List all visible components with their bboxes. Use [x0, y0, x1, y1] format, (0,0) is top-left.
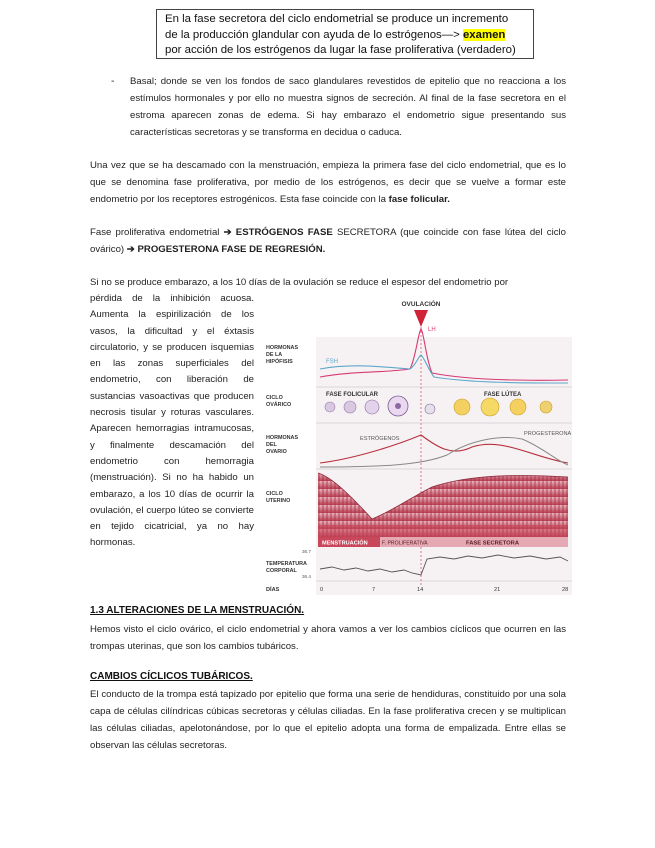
fase-folicular-label: FASE FOLICULAR: [326, 392, 378, 398]
ciclo-uterino-label-1: CICLO: [266, 491, 283, 497]
temperatura-label-1: TEMPERATURA: [266, 561, 307, 567]
p1-bold: fase folicular.: [388, 194, 450, 205]
hormonas-hipofisis-label-1: HORMONAS: [266, 345, 299, 351]
follicle-icon: [325, 402, 335, 412]
paragraph-hormonas-fases: [90, 224, 566, 258]
day-tick-14: 14: [417, 587, 424, 593]
hormonas-hipofisis-label-3: HIPÓFISIS: [266, 359, 293, 365]
bullet-dash: -: [111, 76, 115, 87]
ovulation-label: OVULACIÓN: [401, 301, 441, 308]
menstruacion-label: MENSTRUACIÓN: [322, 540, 368, 547]
paragraph-fase-proliferativa: [90, 157, 566, 208]
hormonas-hipofisis-label-2: DE LA: [266, 352, 283, 358]
day-tick-0: 0: [320, 587, 324, 593]
paragraph-no-embarazo-intro: Si no se produce embarazo, a los 10 días de la ovulación se reduce el espesor del endometrio por: [90, 277, 509, 288]
highlight-note-box: [156, 9, 534, 59]
dias-label: DÍAS: [266, 587, 280, 593]
day-tick-21: 21: [494, 587, 501, 593]
section-1-3-paragraph: Hemos visto el ciclo ovárico, el ciclo endometrial y ahora vamos a ver los cambios cíclicos que ocurren en las trompas uterinas, que son los cambios tubáricos.: [90, 624, 566, 652]
bullet-basal-paragraph: Basal; donde se ven los fondos de saco glandulares revestidos de epitelio que no reacciona a los estímulos hormonales y por ello no muestra signos de secreción. Al final de la fase secretora en el estroma aparecen zonas de edema. Si hay embarazo el endometrio sigue presentando sus características secretoras y se transforma en decidua o caduca.: [130, 76, 566, 138]
tubal-changes-paragraph: El conducto de la trompa está tapizado por epitelio que forma una serie de hendiduras, constituido por una sola capa de células cilíndricas cúbicas secretoras y células ciliadas. En la fase proliferativa crecen y se multiplican las células ciliadas, apelotonándose, por lo que el epitelio adopta una forma de empalizada. Entre ellas se observan las células secretoras.: [90, 689, 566, 751]
fsh-label: FSH: [326, 359, 338, 365]
ciclo-ovarico-label-2: OVÁRICO: [266, 402, 292, 408]
estrogenos-label: ESTRÓGENOS: [360, 436, 400, 442]
note-line-3: por acción de los estrógenos da lugar la fase proliferativa (verdadero): [165, 44, 516, 56]
corpus-luteum-icon: [510, 399, 526, 415]
examen-highlight: examen: [462, 28, 506, 41]
uterine-phase-bar: [318, 537, 568, 547]
p2-c: SECRETORA (que coincide con fase lútea del ciclo ovárico): [90, 227, 566, 255]
ciclo-ovarico-label-1: CICLO: [266, 395, 283, 401]
paragraph-no-embarazo-body: pérdida de la inhibición acuosa. Aumenta la espirilización de los vasos, la dificultad y el éxtasis circulatorio, y se producen isquemias en las zonas superficiales del endometrio, con liberación de sustancias vasoactivas que producen necrosis tisular y roturas vasculares. Aparecen hemorragias intramucosas, y finalmente descamación del endometrio con hemorragia (menstruación). Si no ha habido un embarazo, a los 10 días de ocurrir la ovulación, el cuerpo lúteo se convierte en tejido cicatricial, ya no hay hormonas.: [90, 293, 254, 549]
fase-secretora-label: FASE SECRETORA: [466, 540, 520, 547]
tubal-changes-heading: CAMBIOS CÍCLICOS TUBÁRICOS.: [90, 671, 253, 682]
lh-label: LH: [428, 327, 436, 333]
corpus-albicans-icon: [540, 401, 552, 413]
hormonas-ovario-label-2: DEL: [266, 442, 277, 448]
p2-a: Fase proliferativa endometrial: [90, 227, 224, 238]
follicle-icon: [344, 401, 356, 413]
hormonas-ovario-label-3: OVARIO: [266, 449, 287, 455]
day-tick-7: 7: [372, 587, 376, 593]
f-proliferativa-label: F. PROLIFERATIVA: [382, 540, 428, 547]
section-1-3-heading: 1.3 ALTERACIONES DE LA MENSTRUACIÓN.: [90, 605, 305, 616]
temp-high-label: 36.7: [302, 549, 311, 554]
ciclo-uterino-label-2: UTERINO: [266, 498, 291, 504]
day-tick-28: 28: [562, 587, 569, 593]
follicle-icon: [365, 400, 379, 414]
p1-text: Una vez que se ha descamado con la menstruación, empieza la primera fase del ciclo endometrial, que es lo que se denomina fase proliferativa, por medio de los estrógenos, es decir que se vuelve a formar este endometrio por los receptores estrogénicos. Esta fase coincide con la: [90, 160, 566, 205]
hormonas-ovario-label-1: HORMONAS: [266, 435, 299, 441]
fase-lutea-label: FASE LÚTEA: [484, 392, 522, 398]
note-line-2: [165, 28, 525, 44]
menstrual-cycle-figure: [262, 297, 572, 595]
p2-b: ➔ ESTRÓGENOS FASE: [223, 227, 337, 238]
temp-low-label: 36.4: [302, 574, 311, 579]
progesterona-label: PROGESTERONA: [524, 431, 572, 437]
corpus-luteum-icon: [481, 398, 499, 416]
ovum-icon: [425, 404, 435, 414]
corpus-luteum-icon: [454, 399, 470, 415]
note-line-2-text: de la producción glandular con ayuda de lo estrógenos—>: [165, 28, 463, 41]
p2-d: ➔ PROGESTERONA FASE DE REGRESIÓN.: [126, 244, 326, 255]
note-line-1: En la fase secretora del ciclo endometrial se produce un incremento: [165, 13, 509, 25]
temperatura-label-2: CORPORAL: [266, 568, 297, 574]
ovulation-arrow-icon: [414, 310, 428, 327]
